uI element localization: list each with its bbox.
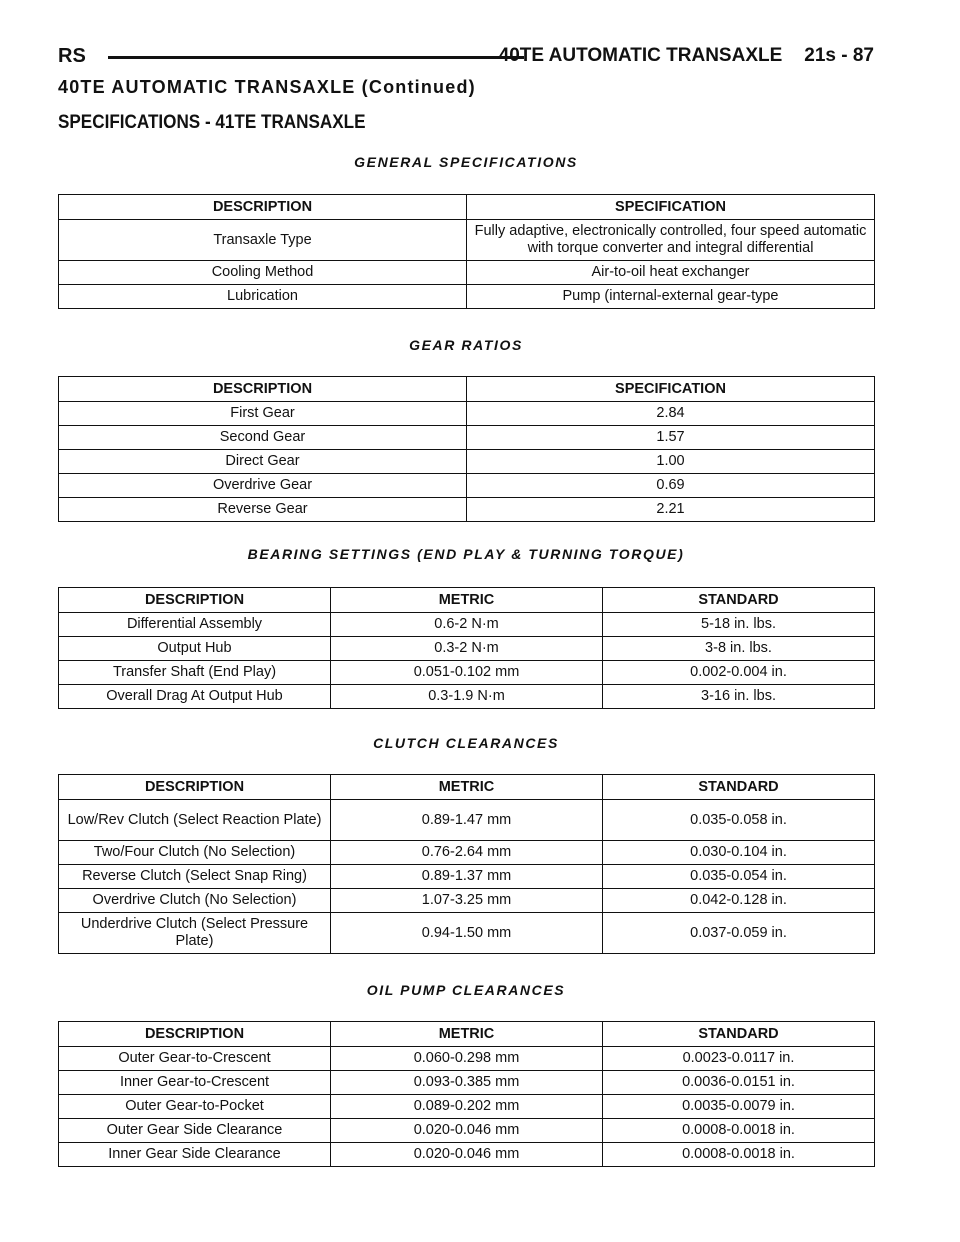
table-cell: 0.037-0.059 in. bbox=[603, 913, 875, 954]
general-specifications-table bbox=[58, 194, 875, 309]
table-cell: 0.0023-0.0117 in. bbox=[603, 1047, 875, 1071]
table-cell: 0.020-0.046 mm bbox=[331, 1143, 603, 1167]
table-cell: 0.94-1.50 mm bbox=[331, 913, 603, 954]
table-cell: Outer Gear-to-Pocket bbox=[59, 1095, 331, 1119]
gear-ratios-title: GEAR RATIOS bbox=[409, 337, 523, 353]
table-cell: 0.6-2 N·m bbox=[331, 613, 603, 637]
table-row bbox=[59, 450, 875, 474]
table-row bbox=[59, 613, 875, 637]
specifications-title: SPECIFICATIONS - 41TE TRANSAXLE bbox=[58, 112, 366, 133]
table-row bbox=[59, 661, 875, 685]
table-row bbox=[59, 261, 875, 285]
table-row bbox=[59, 1047, 875, 1071]
table-cell: 0.69 bbox=[467, 474, 875, 498]
table-cell: 2.21 bbox=[467, 498, 875, 522]
table-cell: 0.035-0.054 in. bbox=[603, 865, 875, 889]
table-cell: Inner Gear Side Clearance bbox=[59, 1143, 331, 1167]
clutch-clearances-title: CLUTCH CLEARANCES bbox=[373, 735, 559, 751]
table-cell: 0.035-0.058 in. bbox=[603, 800, 875, 841]
table-cell: Inner Gear-to-Crescent bbox=[59, 1071, 331, 1095]
table-cell: 0.089-0.202 mm bbox=[331, 1095, 603, 1119]
table-row bbox=[59, 800, 875, 841]
oil-pump-clearances-table bbox=[58, 1021, 875, 1167]
column-header: METRIC bbox=[331, 775, 603, 800]
clutch-clearances-table bbox=[58, 774, 875, 954]
column-header: DESCRIPTION bbox=[59, 195, 467, 220]
table-header-row bbox=[59, 195, 875, 220]
table-cell: Low/Rev Clutch (Select Reaction Plate) bbox=[59, 800, 331, 841]
table-cell: 0.89-1.37 mm bbox=[331, 865, 603, 889]
page-header bbox=[58, 40, 874, 70]
table-cell: 0.0036-0.0151 in. bbox=[603, 1071, 875, 1095]
table-row bbox=[59, 498, 875, 522]
bearing-settings-table bbox=[58, 587, 875, 709]
table-cell: Outer Gear-to-Crescent bbox=[59, 1047, 331, 1071]
table-header-row bbox=[59, 775, 875, 800]
table-cell: Transaxle Type bbox=[59, 220, 467, 261]
table-header-row bbox=[59, 1022, 875, 1047]
table-row bbox=[59, 637, 875, 661]
table-cell: 0.3-1.9 N·m bbox=[331, 685, 603, 709]
gear-ratios-table bbox=[58, 376, 875, 522]
column-header: SPECIFICATION bbox=[467, 377, 875, 402]
table-cell: 0.3-2 N·m bbox=[331, 637, 603, 661]
page-number: 21s - 87 bbox=[804, 45, 874, 66]
table-cell: Overdrive Gear bbox=[59, 474, 467, 498]
table-cell: 0.76-2.64 mm bbox=[331, 841, 603, 865]
column-header: DESCRIPTION bbox=[59, 377, 467, 402]
table-cell: 1.07-3.25 mm bbox=[331, 889, 603, 913]
column-header: METRIC bbox=[331, 1022, 603, 1047]
table-row bbox=[59, 889, 875, 913]
table-cell: Reverse Gear bbox=[59, 498, 467, 522]
header-right bbox=[499, 45, 874, 67]
table-cell: 1.00 bbox=[467, 450, 875, 474]
table-cell: 0.030-0.104 in. bbox=[603, 841, 875, 865]
table-row bbox=[59, 841, 875, 865]
table-row bbox=[59, 474, 875, 498]
header-title: 40TE AUTOMATIC TRANSAXLE bbox=[498, 45, 783, 66]
table-cell: 0.0008-0.0018 in. bbox=[603, 1119, 875, 1143]
table-row bbox=[59, 913, 875, 954]
column-header: METRIC bbox=[331, 588, 603, 613]
table-cell: Underdrive Clutch (Select Pressure Plate) bbox=[59, 913, 331, 954]
table-cell: Overdrive Clutch (No Selection) bbox=[59, 889, 331, 913]
table-cell: Transfer Shaft (End Play) bbox=[59, 661, 331, 685]
table-cell: 3-16 in. lbs. bbox=[603, 685, 875, 709]
table-row bbox=[59, 402, 875, 426]
table-cell: Overall Drag At Output Hub bbox=[59, 685, 331, 709]
table-row bbox=[59, 285, 875, 309]
table-cell: 0.042-0.128 in. bbox=[603, 889, 875, 913]
column-header: DESCRIPTION bbox=[59, 1022, 331, 1047]
table-cell: 3-8 in. lbs. bbox=[603, 637, 875, 661]
table-cell: 0.051-0.102 mm bbox=[331, 661, 603, 685]
table-cell: 0.093-0.385 mm bbox=[331, 1071, 603, 1095]
table-cell: 0.0035-0.0079 in. bbox=[603, 1095, 875, 1119]
table-row bbox=[59, 220, 875, 261]
table-row bbox=[59, 426, 875, 450]
table-cell: Direct Gear bbox=[59, 450, 467, 474]
table-row bbox=[59, 685, 875, 709]
header-rule bbox=[108, 56, 524, 59]
column-header: STANDARD bbox=[603, 588, 875, 613]
table-row bbox=[59, 1095, 875, 1119]
table-row bbox=[59, 865, 875, 889]
table-cell: Reverse Clutch (Select Snap Ring) bbox=[59, 865, 331, 889]
table-row bbox=[59, 1071, 875, 1095]
table-cell: Air-to-oil heat exchanger bbox=[467, 261, 875, 285]
table-cell: 0.0008-0.0018 in. bbox=[603, 1143, 875, 1167]
table-header-row bbox=[59, 588, 875, 613]
table-cell: Output Hub bbox=[59, 637, 331, 661]
oil-pump-clearances-title: OIL PUMP CLEARANCES bbox=[366, 982, 566, 998]
table-cell: Outer Gear Side Clearance bbox=[59, 1119, 331, 1143]
table-cell: 0.002-0.004 in. bbox=[603, 661, 875, 685]
column-header: STANDARD bbox=[603, 775, 875, 800]
column-header: DESCRIPTION bbox=[59, 775, 331, 800]
table-cell: Fully adaptive, electronically controlled, four speed automatic with torque converter and integral differential bbox=[467, 220, 875, 261]
table-cell: Lubrication bbox=[59, 285, 467, 309]
table-cell: First Gear bbox=[59, 402, 467, 426]
table-cell: 0.020-0.046 mm bbox=[331, 1119, 603, 1143]
table-cell: 0.060-0.298 mm bbox=[331, 1047, 603, 1071]
header-section-code: RS bbox=[58, 45, 86, 67]
table-cell: 0.89-1.47 mm bbox=[331, 800, 603, 841]
table-cell: Cooling Method bbox=[59, 261, 467, 285]
table-cell: Pump (internal-external gear-type bbox=[467, 285, 875, 309]
table-cell: Two/Four Clutch (No Selection) bbox=[59, 841, 331, 865]
table-row bbox=[59, 1119, 875, 1143]
continued-heading: 40TE AUTOMATIC TRANSAXLE (Continued) bbox=[58, 77, 476, 97]
table-cell: 1.57 bbox=[467, 426, 875, 450]
table-cell: 2.84 bbox=[467, 402, 875, 426]
column-header: DESCRIPTION bbox=[59, 588, 331, 613]
general-specifications-title: GENERAL SPECIFICATIONS bbox=[354, 154, 578, 170]
table-cell: Differential Assembly bbox=[59, 613, 331, 637]
table-header-row bbox=[59, 377, 875, 402]
table-cell: 5-18 in. lbs. bbox=[603, 613, 875, 637]
table-row bbox=[59, 1143, 875, 1167]
column-header: SPECIFICATION bbox=[467, 195, 875, 220]
column-header: STANDARD bbox=[603, 1022, 875, 1047]
bearing-settings-title: BEARING SETTINGS (END PLAY & TURNING TORQUE) bbox=[247, 546, 685, 562]
table-cell: Second Gear bbox=[59, 426, 467, 450]
